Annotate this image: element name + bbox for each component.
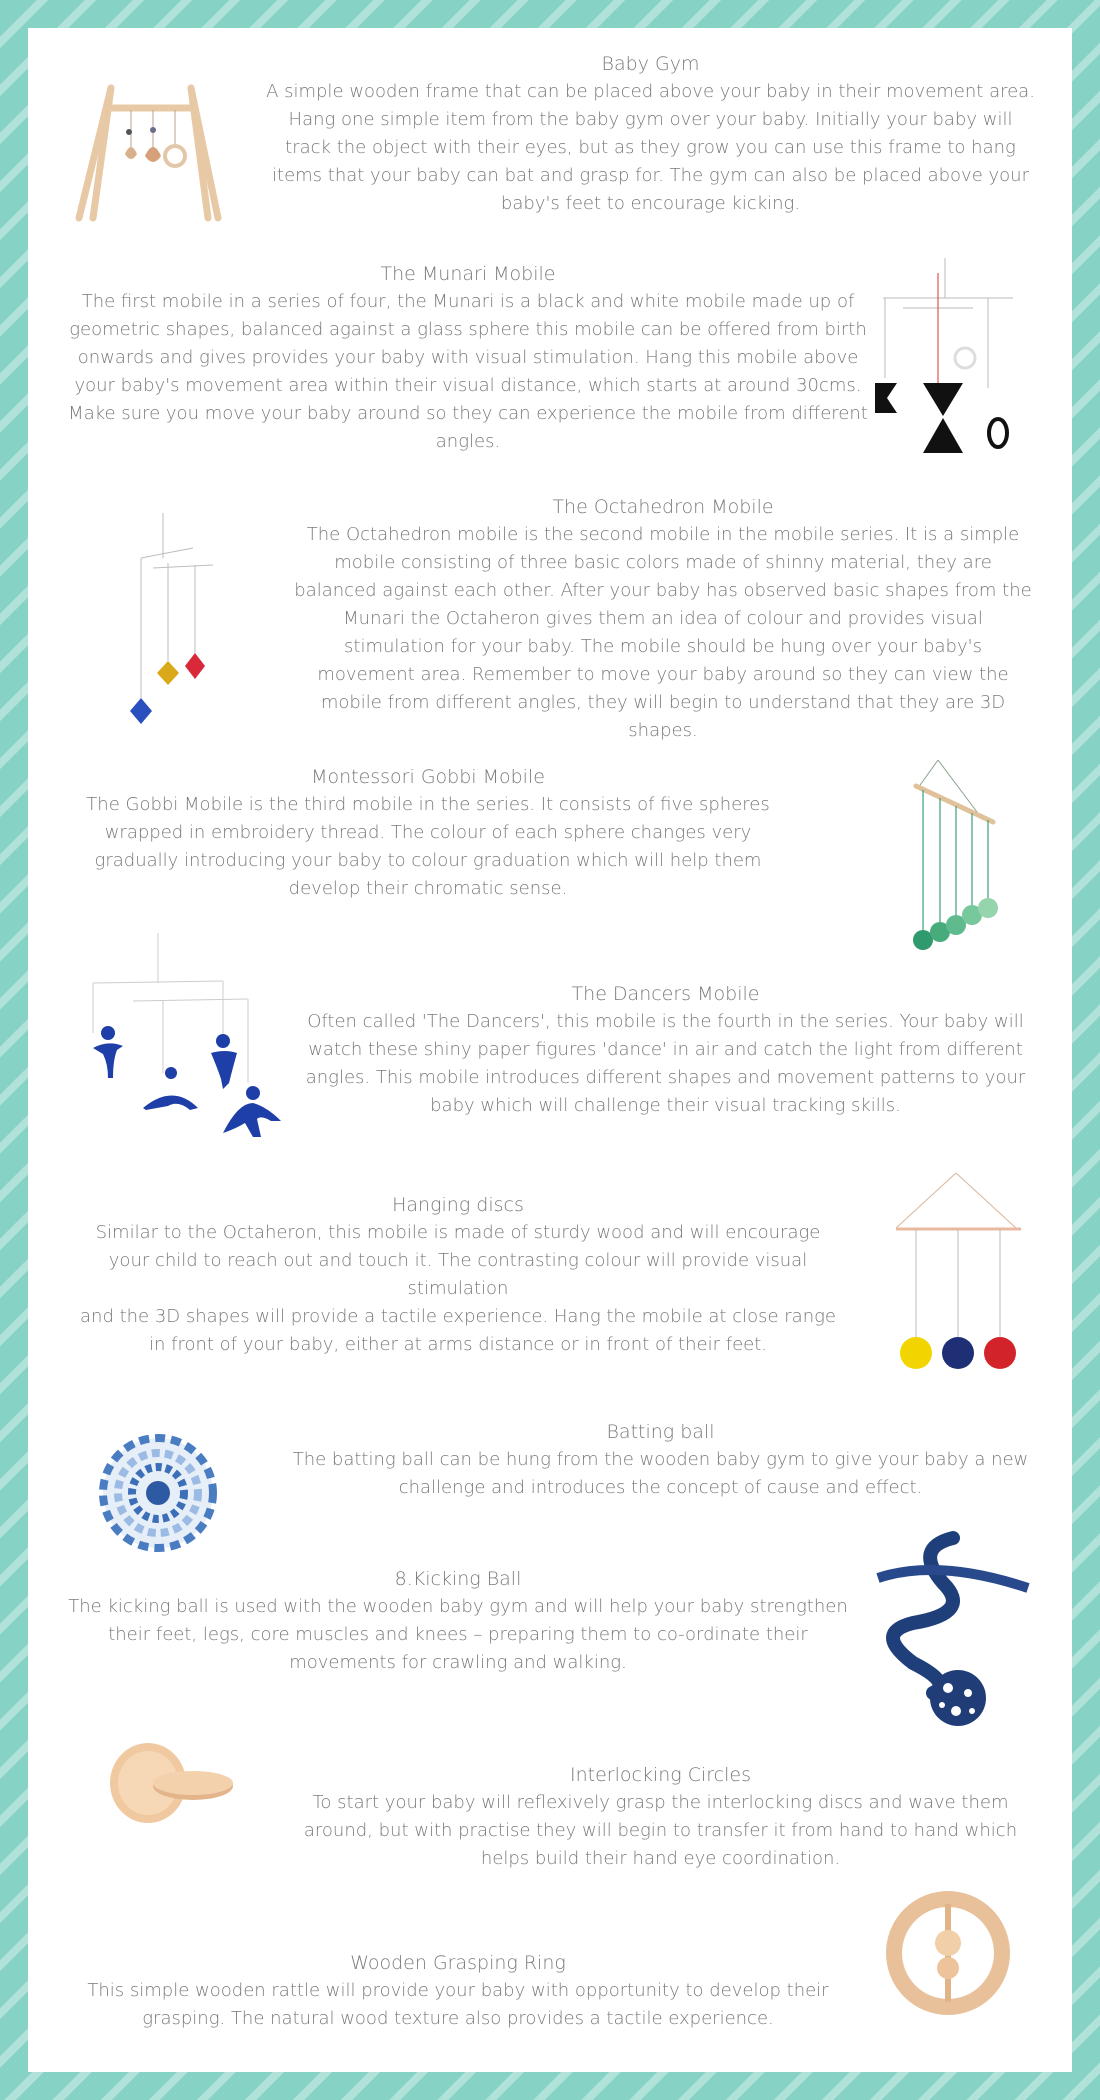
section-title: The Octahedron Mobile <box>552 496 774 518</box>
gobbi-mobile-icon <box>888 760 1018 950</box>
section-title: Baby Gym <box>601 53 700 75</box>
interlocking-circles-section <box>278 1761 1043 1873</box>
munari-mobile-icon <box>863 258 1033 458</box>
section-title: Wooden Grasping Ring <box>350 1952 566 1974</box>
section-body: The kicking ball is used with the wooden baby gym and will help your baby strengthen their feet, legs, core muscles and knees – preparing them to co-ordinate their movements for crawling and walking. <box>68 1596 848 1673</box>
section-body: A simple wooden frame that can be placed above your baby in their movement area. Hang one simple item from the baby gym over your baby. Initially your baby will track the object with their eyes, but as they grow you can use this frame to hang items that your baby can bat and grasp for. The gym can also be placed above your baby's feet to encourage kicking. <box>266 81 1035 214</box>
section-body-line: and the 3D shapes will provide a tactile experience. Hang the mobile at close range in front of your baby, either at arms distance or in front of their feet. <box>80 1306 836 1355</box>
hanging-discs-icon <box>876 1173 1036 1383</box>
section-body: Often called 'The Dancers', this mobile is the fourth in the series. Your baby will watch these shiny paper figures 'dance' in air and catch the light from different angles. This mobile introduces different shapes and movement patterns to your baby which will challenge their visual tracking skills. <box>305 1011 1026 1116</box>
section-body: The batting ball can be hung from the wooden baby gym to give your baby a new challenge and introduces the concept of cause and effect. <box>292 1449 1029 1498</box>
kicking-ball-section <box>68 1565 848 1677</box>
gobbi-mobile-section <box>68 763 788 903</box>
section-body: This simple wooden rattle will provide your baby with opportunity to develop their grasping. The natural wood texture also provides a tactile experience. <box>87 1980 829 2029</box>
section-title: The Munari Mobile <box>380 263 556 285</box>
hanging-discs-section <box>73 1191 843 1359</box>
section-title: Batting ball <box>606 1421 715 1443</box>
munari-mobile-section <box>68 260 868 456</box>
octahedron-mobile-section <box>293 493 1033 745</box>
section-body-line: Similar to the Octaheron, this mobile is made of sturdy wood and will encourage your child to reach out and touch it. The contrasting colour will provide visual stimulation <box>95 1222 821 1299</box>
section-title: 8.Kicking Ball <box>394 1568 522 1590</box>
batting-ball-icon <box>98 1433 218 1553</box>
content-card <box>28 28 1072 2072</box>
wooden-grasping-ring-section <box>68 1949 848 2033</box>
dancers-mobile-icon <box>73 933 273 1143</box>
section-body: To start your baby will reflexively grasp the interlocking discs and wave them around, but with practise they will begin to transfer it from hand to hand which helps build their hand eye coordination. <box>303 1792 1018 1869</box>
dancers-mobile-section <box>288 980 1043 1120</box>
baby-gym-section <box>263 50 1038 218</box>
section-title: The Dancers Mobile <box>571 983 760 1005</box>
section-title: Montessori Gobbi Mobile <box>311 766 545 788</box>
baby-gym-icon <box>73 68 223 228</box>
octahedron-mobile-icon <box>123 513 243 733</box>
section-title: Hanging discs <box>392 1194 524 1216</box>
interlocking-circles-icon <box>103 1738 243 1838</box>
section-body: The Octahedron mobile is the second mobile in the mobile series. It is a simple mobile consisting of three basic colors made of shinny material, they are balanced against each other. After your baby has observed basic shapes from the Munari the Octaheron gives them an idea of colour and provides visual stimulation for your baby. The mobile should be hung over your baby's movement area. Remember to move your baby around so they can view the mobile from different angles, they will begin to understand that they are 3D shapes. <box>294 524 1032 741</box>
batting-ball-section <box>278 1418 1043 1502</box>
section-body: The Gobbi Mobile is the third mobile in the series. It consists of five spheres wrapped in embroidery thread. The colour of each sphere changes very gradually introducing your baby to colour graduation which will help them develop their chromatic sense. <box>86 794 770 899</box>
section-body: The first mobile in a series of four, the Munari is a black and white mobile made up of geometric shapes, balanced against a glass sphere this mobile can be offered from birth onwards and gives provides your baby with visual stimulation. Hang this mobile above your baby's movement area within their visual distance, which starts at around 30cms. Make sure you move your baby around so they can experience the mobile from different angles. <box>68 291 868 452</box>
kicking-ball-icon <box>868 1533 1038 1733</box>
section-title: Interlocking Circles <box>570 1764 751 1786</box>
wooden-grasping-ring-icon <box>883 1888 1013 2018</box>
